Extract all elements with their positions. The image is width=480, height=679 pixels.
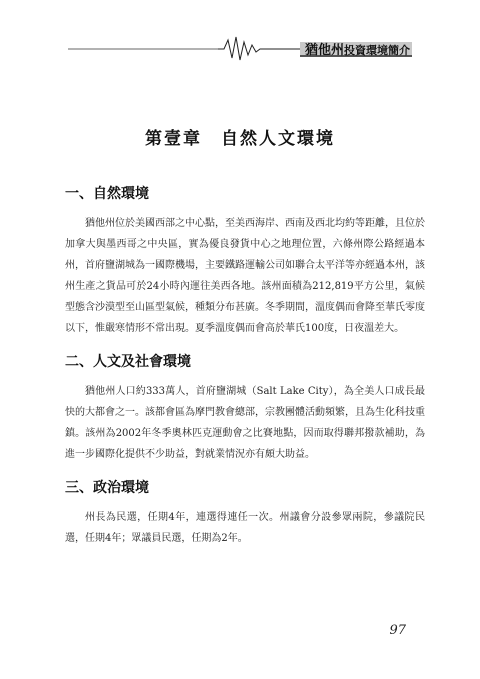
section-paragraph: 州長為民選，任期4年，連選得連任一次。州議會分設參眾兩院，參議院民選，任期4年；眾議員民選，任期為2年。 — [65, 512, 425, 544]
section-natural-environment — [65, 183, 425, 339]
header-title-sub: 投資環境簡介 — [344, 44, 410, 57]
header-title — [305, 39, 410, 58]
section-paragraph: 猶他州人口約333萬人，首府鹽湖城（Salt Lake City），為全美人口成長最快的大都會之一。該都會區為摩門教會總部，宗教團體活動頻繁，且為生化科技重鎮。該州為2002年冬季奧林匹克運動會之比賽地點，因而取得聯邦撥款補助，為進一步國際化提供不少助益，對就業情況亦有頗大助益。 — [65, 386, 425, 460]
header-title-main: 猶他州 — [304, 43, 344, 58]
section-social-environment — [65, 351, 425, 465]
chapter-title: 第壹章 自然人文環境 — [145, 129, 335, 149]
section-heading: 一、自然環境 — [65, 186, 149, 202]
section-heading: 二、人文及社會環境 — [65, 354, 191, 370]
running-header — [0, 28, 480, 64]
section-paragraph: 猶他州位於美國西部之中心點，至美西海岸、西南及西北均約等距離，且位於加拿大與墨西哥之中央區，實為優良發貨中心之地理位置，六條州際公路經過本州，首府鹽湖城為一國際機場，主要鐵路運輸公司如聯合太平洋等亦經過本州，該州生產之貨品可於24小時內運往美西各地。該州面積為212,819平方公里，氣候型態含沙漠型至山區型氣候，種類分布甚廣。冬季期間，溫度偶而會降至華氏零度以下，惟嚴寒情形不常出現。夏季溫度偶而會高於華氏100度，日夜溫差大。 — [65, 218, 425, 334]
section-heading: 三、政治環境 — [65, 480, 149, 496]
section-political-environment — [65, 477, 425, 549]
page-number: 97 — [389, 623, 406, 638]
